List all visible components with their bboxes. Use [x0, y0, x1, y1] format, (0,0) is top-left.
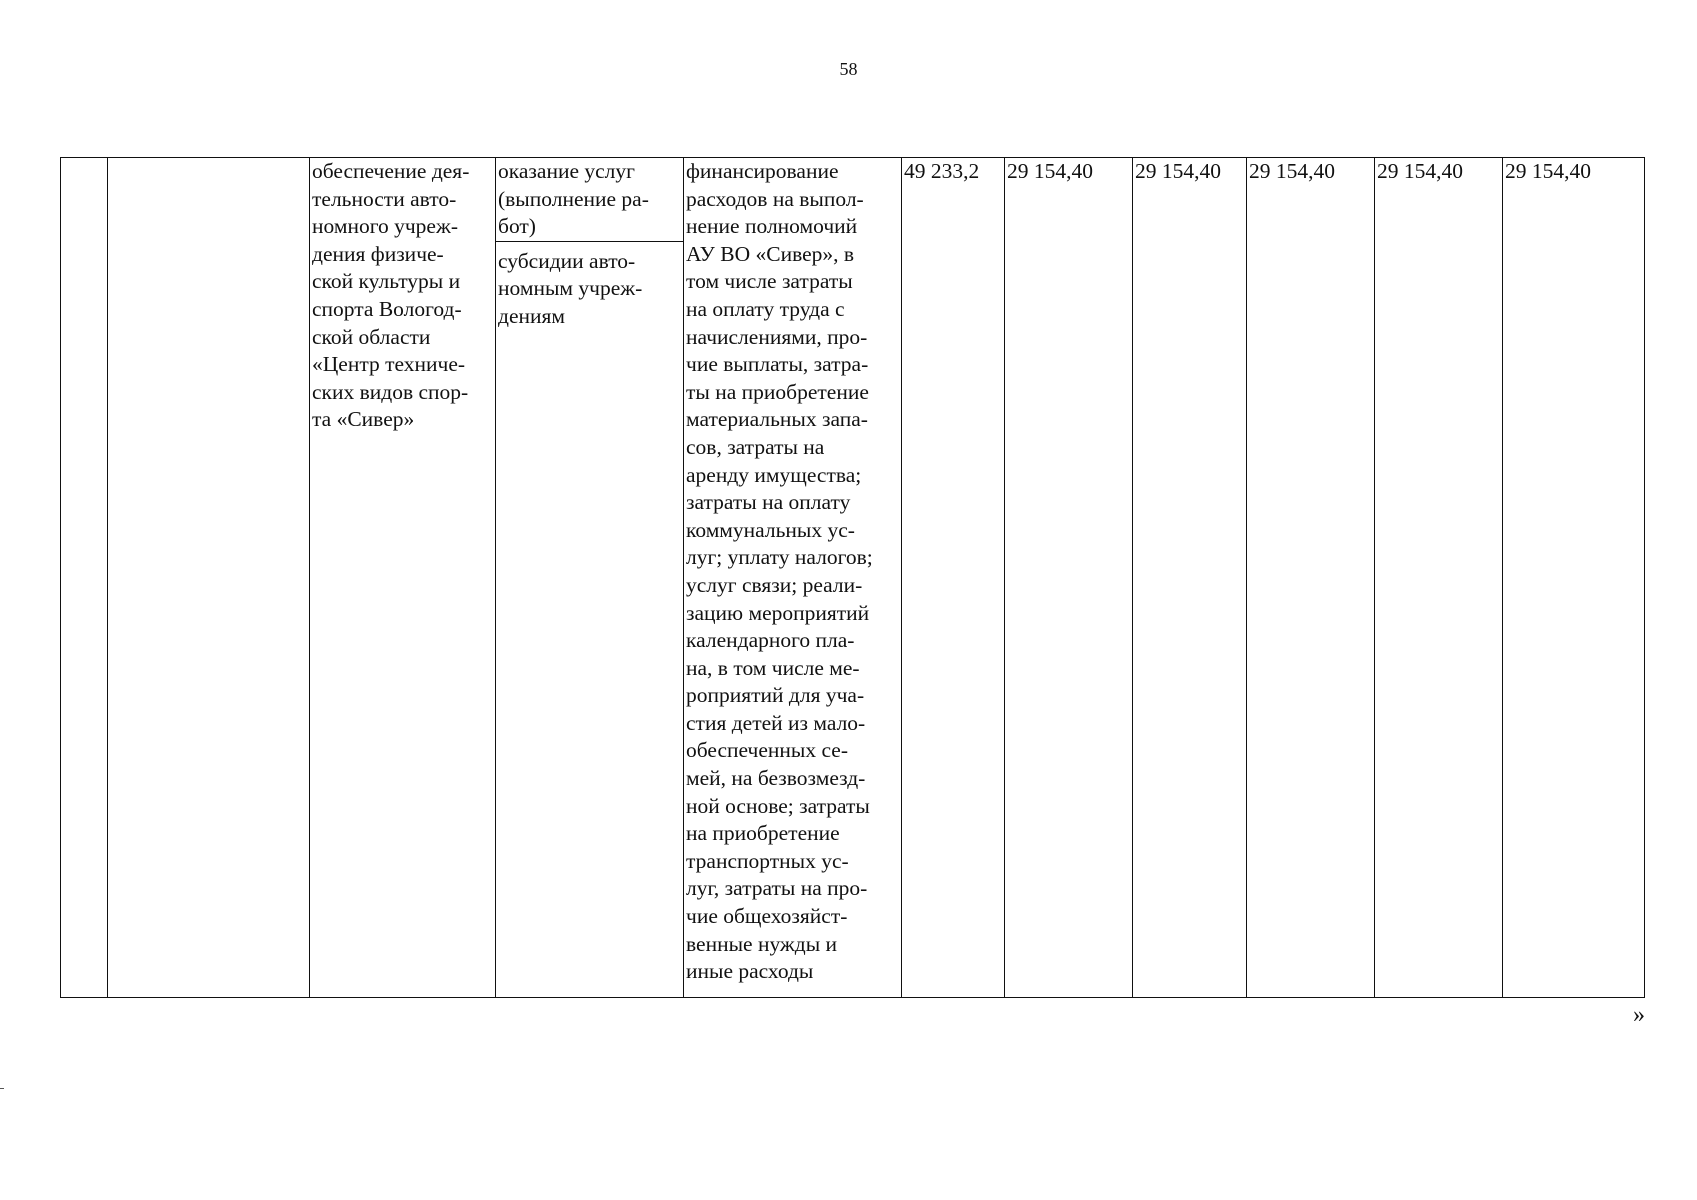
closing-quote-mark: »: [1633, 1002, 1645, 1028]
service-type-top: [496, 158, 683, 242]
purpose-line: ских видов спор-: [312, 379, 469, 404]
description-line: АУ ВО «Сивер», в: [686, 241, 855, 266]
description-line: сов, затраты на: [686, 434, 825, 459]
purpose-line: дения физиче-: [312, 241, 444, 266]
purpose-line: «Центр техниче-: [312, 352, 466, 377]
description-line: ной основе; затраты: [686, 793, 870, 818]
description-line: календарного пла-: [686, 628, 855, 653]
service-type-line: бот): [498, 214, 536, 239]
description-line: луг, затраты на про-: [686, 876, 868, 901]
purpose-line: ской культуры и: [312, 269, 461, 294]
description-line: на приобретение: [686, 821, 840, 846]
service-type-line: номным учреж-: [498, 276, 643, 301]
description-line: ты на приобретение: [686, 379, 869, 404]
description-line: финансирование: [686, 159, 839, 183]
amount-year-cell: 29 154,40: [1133, 158, 1247, 998]
program-name-cell: [108, 158, 310, 998]
description-line: аренду имущества;: [686, 462, 862, 487]
service-type-line: дениям: [498, 303, 565, 328]
description-line: зацию мероприятий: [686, 600, 870, 625]
row-number-cell: [61, 158, 108, 998]
service-type-line: (выполнение ра-: [498, 186, 649, 211]
budget-table: [60, 157, 1645, 998]
amount-total-cell: 49 233,2: [902, 158, 1005, 998]
purpose-line: тельности авто-: [312, 186, 457, 211]
service-type-line: оказание услуг: [498, 159, 635, 183]
purpose-line: обеспечение дея-: [312, 159, 470, 183]
service-type-cell: [496, 158, 684, 998]
description-line: чие общехозяйст-: [686, 904, 848, 929]
service-type-line: субсидии авто-: [498, 248, 636, 273]
service-type-bottom: [496, 242, 683, 331]
description-line: расходов на выпол-: [686, 186, 864, 211]
description-line: луг; уплату налогов;: [686, 545, 873, 570]
description-line: материальных запа-: [686, 407, 868, 432]
amount-year-cell: 29 154,40: [1375, 158, 1503, 998]
description-line: стия детей из мало-: [686, 710, 866, 735]
description-line: начислениями, про-: [686, 324, 868, 349]
description-line: услуг связи; реали-: [686, 572, 863, 597]
scan-edge-mark: [0, 1088, 4, 1089]
description-line: обеспеченных се-: [686, 738, 848, 763]
amount-year-cell: 29 154,40: [1247, 158, 1375, 998]
description-line: роприятий для уча-: [686, 683, 865, 708]
description-line: нение полномочий: [686, 214, 858, 239]
description-line: иные расходы: [686, 959, 814, 984]
description-line: мей, на безвозмезд-: [686, 766, 866, 791]
page-number: 58: [839, 59, 858, 79]
purpose-line: спорта Вологод-: [312, 296, 462, 321]
description-line: чие выплаты, затра-: [686, 352, 869, 377]
description-line: том числе затраты: [686, 269, 853, 294]
description-line: коммунальных ус-: [686, 517, 855, 542]
description-line: на оплату труда с: [686, 296, 845, 321]
description-cell: [684, 158, 902, 998]
purpose-line: та «Сивер»: [312, 407, 415, 432]
amount-year-cell: 29 154,40: [1005, 158, 1133, 998]
description-line: венные нужды и: [686, 931, 838, 956]
amount-year-cell: 29 154,40: [1503, 158, 1645, 998]
description-line: затраты на оплату: [686, 490, 851, 515]
purpose-cell: [310, 158, 496, 998]
purpose-line: ской области: [312, 324, 431, 349]
purpose-line: номного учреж-: [312, 214, 458, 239]
description-line: на, в том числе ме-: [686, 655, 860, 680]
table-row: [61, 158, 1645, 998]
description-line: транспортных ус-: [686, 848, 849, 873]
